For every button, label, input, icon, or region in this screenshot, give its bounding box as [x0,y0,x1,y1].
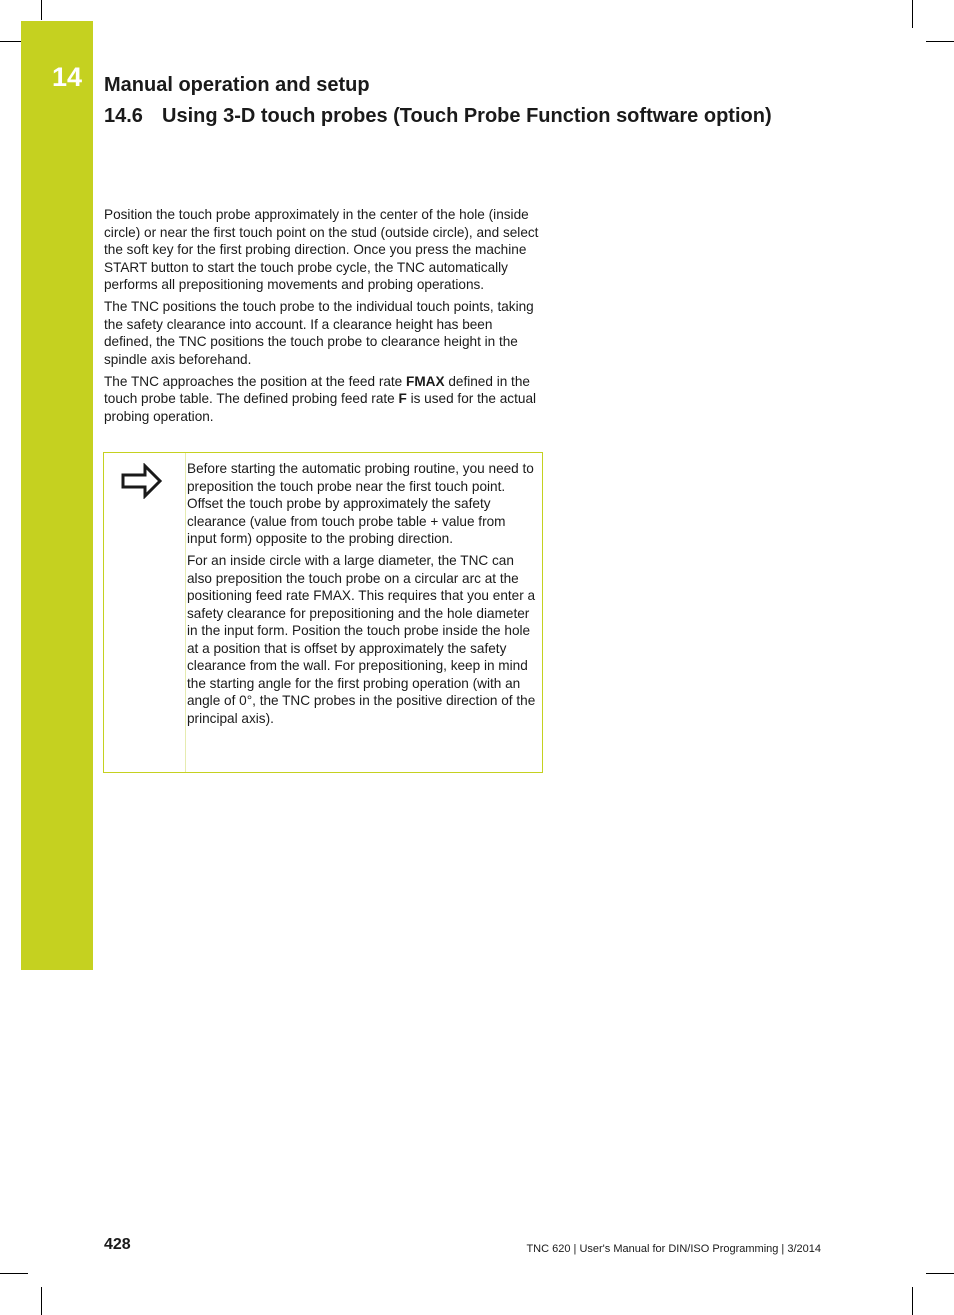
code-f: F [398,391,407,406]
paragraph [104,373,544,426]
chapter-title: Manual operation and setup [104,74,370,96]
text-run: The TNC approaches the position at the feed rate [104,373,407,389]
note-divider [185,453,186,772]
note-text [187,460,537,732]
crop-mark [926,1273,954,1274]
code-fmax: FMAX [406,373,445,389]
chapter-sidebar [21,21,93,970]
note-box [103,452,543,773]
text-run: defined in the touch probe table. The defined probing feed rate [104,373,530,406]
crop-mark [41,0,42,20]
text-run: is used for the actual probing operation. [104,391,537,424]
arrow-right-icon [121,463,163,499]
body-text [104,206,544,430]
crop-mark [926,41,954,42]
crop-mark [41,1287,42,1315]
page-number: 428 [104,1236,131,1253]
crop-mark [0,1273,28,1274]
paragraph: Position the touch probe approximately in the center of the hole (inside circle) or near the first touch point on the stud (outside circle), and select the soft key for the first probing direction. Once you press the machine START button to start the touch probe cycle, the TNC automatically performs all prepositioning movements and probing operations. [104,207,539,292]
chapter-number: 14 [52,62,83,92]
section-title [104,103,772,129]
note-paragraph: Before starting the automatic probing routine, you need to preposition the touch probe near the first touch point. Offset the touch probe by approximately the safety clearance (value from touch probe table + value from input form) opposite to the probing direction. [187,461,534,546]
note-paragraph: For an inside circle with a large diameter, the TNC can also preposition the touch probe on a circular arc at the positioning feed rate FMAX. This requires that you enter a safety clearance for prepositioning and the hole diameter in the input form. Position the touch probe inside the hole at a position that is offset by approximately the safety clearance from the wall. For prepositioning, keep in mind the starting angle for the first probing operation (with an angle of 0°, the TNC probes in the positive direction of the principal axis). [187,553,536,726]
crop-mark [912,1287,913,1315]
section-number: 14.6 [104,105,143,127]
section-title-text: Using 3-D touch probes (Touch Probe Function software option) [162,105,772,127]
crop-mark [912,0,913,28]
paragraph: The TNC positions the touch probe to the individual touch points, taking the safety clearance into account. If a clearance height has been defined, the TNC positions the touch probe to clearance height in the spindle axis beforehand. [104,299,534,367]
footer-text: TNC 620 | User's Manual for DIN/ISO Programming | 3/2014 [526,1243,821,1255]
